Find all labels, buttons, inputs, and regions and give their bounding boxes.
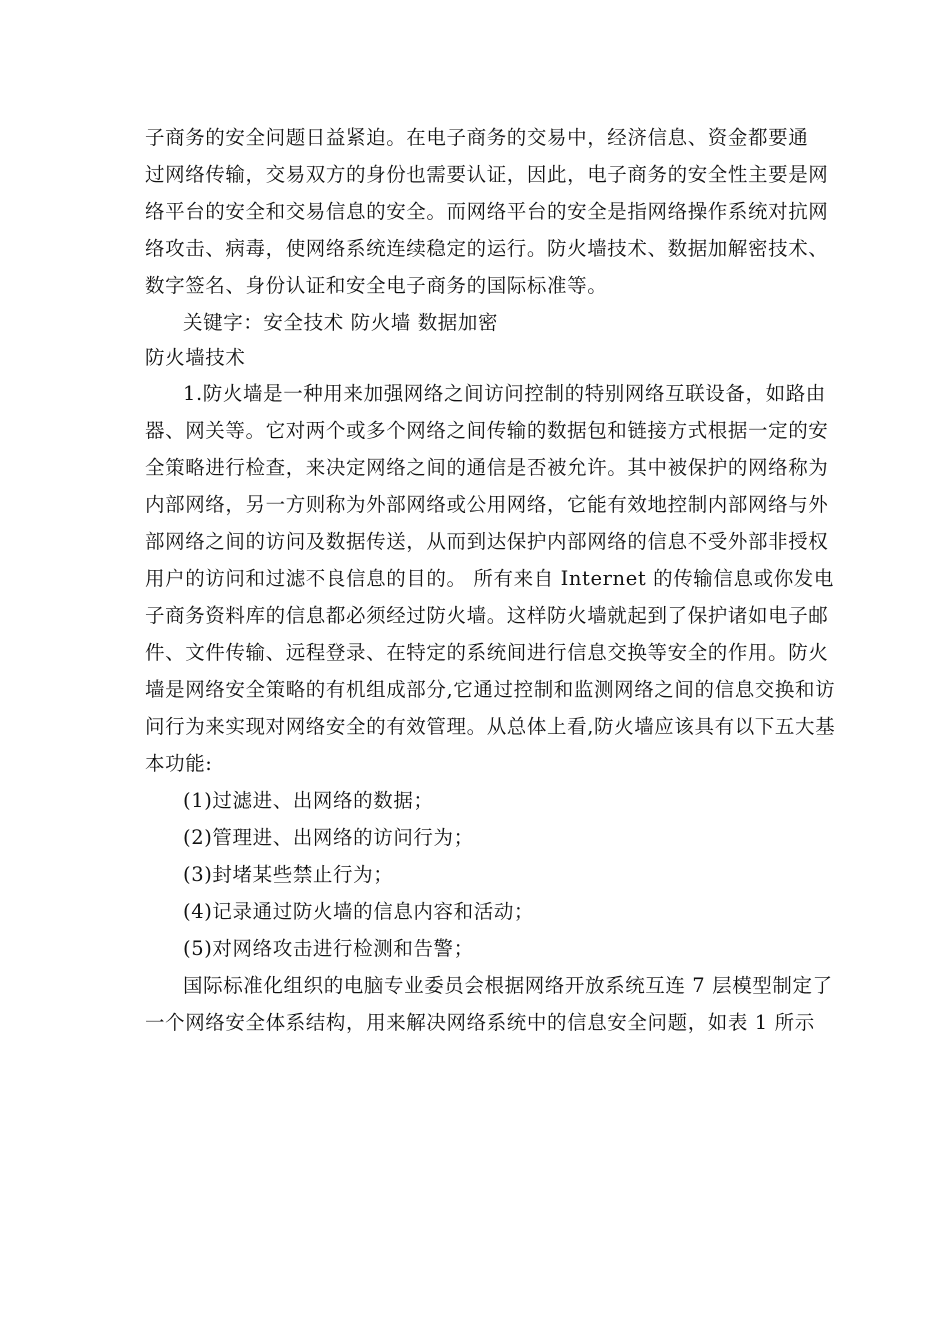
keywords-line: 关键字：安全技术 防火墙 数据加密 xyxy=(183,311,499,334)
closing-line-1: 国际标准化组织的电脑专业委员会根据网络开放系统互连 7 层模型制定了 xyxy=(183,974,833,997)
function-item-2: (2)管理进、出网络的访问行为； xyxy=(183,826,474,849)
intro-line-4: 络攻击、病毒，使网络系统连续稳定的运行。防火墙技术、数据加解密技术、 xyxy=(145,237,829,260)
function-item-5: (5)对网络攻击进行检测和告警； xyxy=(183,937,474,960)
body-line-8: 件、文件传输、远程登录、在特定的系统间进行信息交换等安全的作用。防火 xyxy=(145,641,829,664)
body-line-9: 墙是网络安全策略的有机组成部分,它通过控制和监测网络之间的信息交换和访 xyxy=(145,678,836,701)
intro-line-1: 子商务的安全问题日益紧迫。在电子商务的交易中，经济信息、资金都要通 xyxy=(145,126,809,149)
body-line-6: 用户的访问和过滤不良信息的目的。 所有来自 Internet 的传输信息或你发电 xyxy=(145,567,834,590)
intro-line-2: 过网络传输，交易双方的身份也需要认证，因此，电子商务的安全性主要是网 xyxy=(145,163,829,186)
function-item-3: (3)封堵某些禁止行为； xyxy=(183,863,394,886)
function-item-4: (4)记录通过防火墙的信息内容和活动； xyxy=(183,900,535,923)
function-item-1: (1)过滤进、出网络的数据； xyxy=(183,789,434,812)
intro-line-3: 络平台的安全和交易信息的安全。而网络平台的安全是指网络操作系统对抗网 xyxy=(145,200,829,223)
body-line-1: 1.防火墙是一种用来加强网络之间访问控制的特别网络互联设备，如路由 xyxy=(183,382,826,405)
body-line-3: 全策略进行检查，来决定网络之间的通信是否被允许。其中被保护的网络称为 xyxy=(145,456,829,479)
body-line-4: 内部网络，另一方则称为外部网络或公用网络，它能有效地控制内部网络与外 xyxy=(145,493,829,516)
section-heading: 防火墙技术 xyxy=(145,346,246,369)
body-line-5: 部网络之间的访问及数据传送，从而到达保护内部网络的信息不受外部非授权 xyxy=(145,530,829,553)
body-line-7: 子商务资料库的信息都必须经过防火墙。这样防火墙就起到了保护诸如电子邮 xyxy=(145,604,829,627)
body-line-10: 问行为来实现对网络安全的有效管理。从总体上看,防火墙应该具有以下五大基 xyxy=(145,715,836,738)
closing-line-2: 一个网络安全体系结构，用来解决网络系统中的信息安全问题，如表 1 所示 xyxy=(145,1011,815,1034)
intro-line-5: 数字签名、身份认证和安全电子商务的国际标准等。 xyxy=(145,274,608,297)
body-line-11: 本功能: xyxy=(145,752,213,775)
body-line-2: 器、网关等。它对两个或多个网络之间传输的数据包和链接方式根据一定的安 xyxy=(145,419,829,442)
